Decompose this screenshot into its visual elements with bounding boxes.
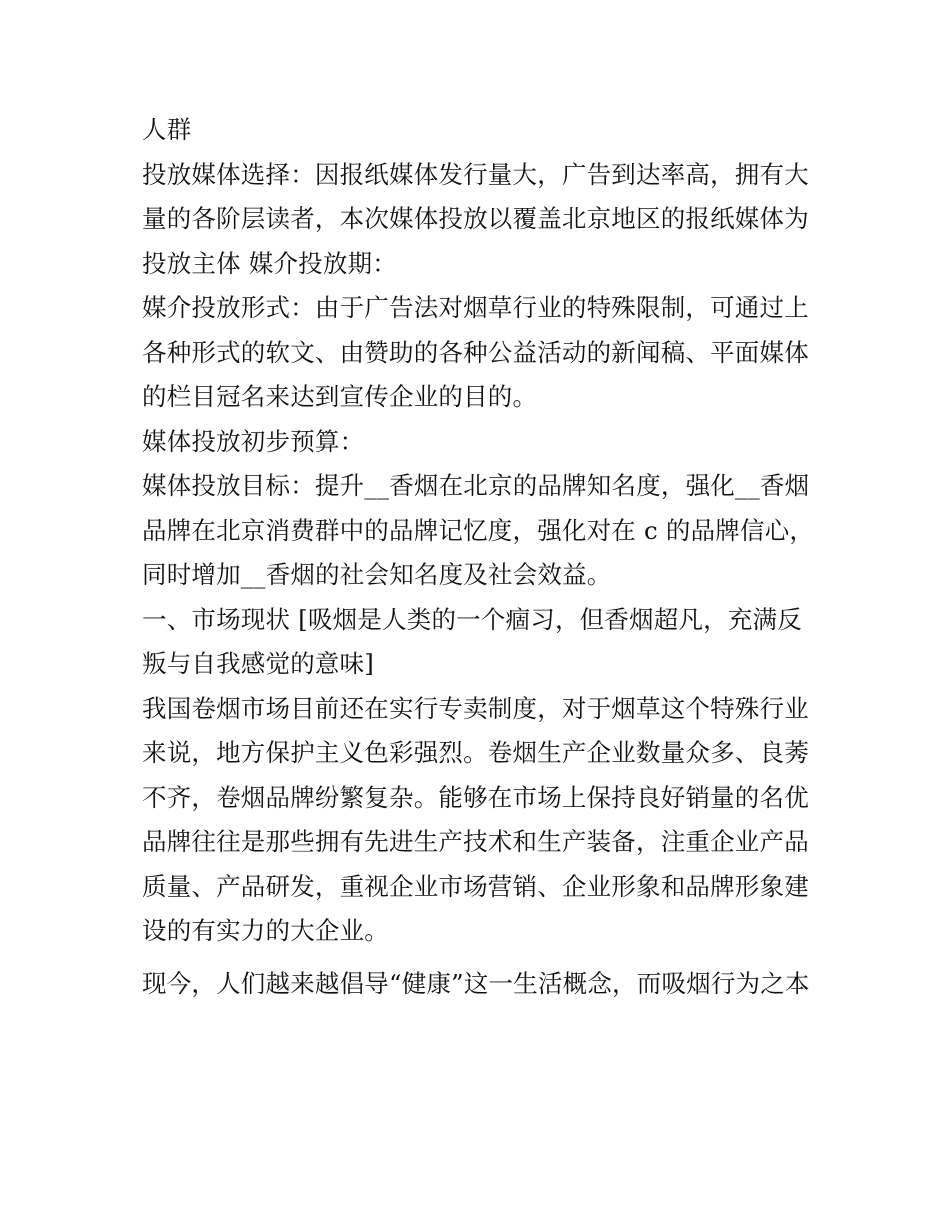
text-line: 品牌往往是那些拥有先进生产技术和生产装备，注重企业产品 [142,827,809,856]
paragraph-gap [142,954,814,962]
text-line: 我国卷烟市场目前还在实行专卖制度，对于烟草这个特殊行业 [142,693,809,723]
text-line: 同时增加__香烟的社会知名度及社会效益。 [142,560,612,589]
text-line: 不齐，卷烟品牌纷繁复杂。能够在市场上保持良好销量的名优 [142,782,809,812]
text-line: 媒体投放目标：提升__香烟在北京的品牌知名度，强化__香烟 [142,471,810,500]
text-line: 一、市场现状 [吸烟是人类的一个痼习，但香烟超凡，充满反 [142,604,802,634]
document-body [142,108,814,1006]
text-line: 的栏目冠名来达到宣传企业的目的。 [142,382,538,411]
text-line: 投放主体 媒介投放期： [142,248,397,278]
text-line: 品牌在北京消费群中的品牌记忆度，强化对在 c 的品牌信心， [142,515,815,545]
text-line: 媒体投放初步预算： [142,426,365,456]
text-line: 现今，人们越来越倡导“健康”这一生活概念，而吸烟行为之本 [142,968,810,998]
text-line: 设的有实力的大企业。 [142,916,389,945]
text-line: 人群 [142,115,192,144]
text-line: 质量、产品研发，重视企业市场营销、企业形象和品牌形象建 [142,871,809,901]
text-line: 投放媒体选择：因报纸媒体发行量大，广告到达率高，拥有大 [142,159,809,189]
text-line: 各种形式的软文、由赞助的各种公益活动的新闻稿、平面媒体 [142,337,809,367]
text-line: 来说，地方保护主义色彩强烈。卷烟生产企业数量众多、良莠 [142,738,809,767]
text-line: 媒介投放形式：由于广告法对烟草行业的特殊限制，可通过上 [142,293,809,322]
text-line: 叛与自我感觉的意味] [142,649,375,678]
text-line: 量的各阶层读者，本次媒体投放以覆盖北京地区的报纸媒体为 [142,204,809,233]
